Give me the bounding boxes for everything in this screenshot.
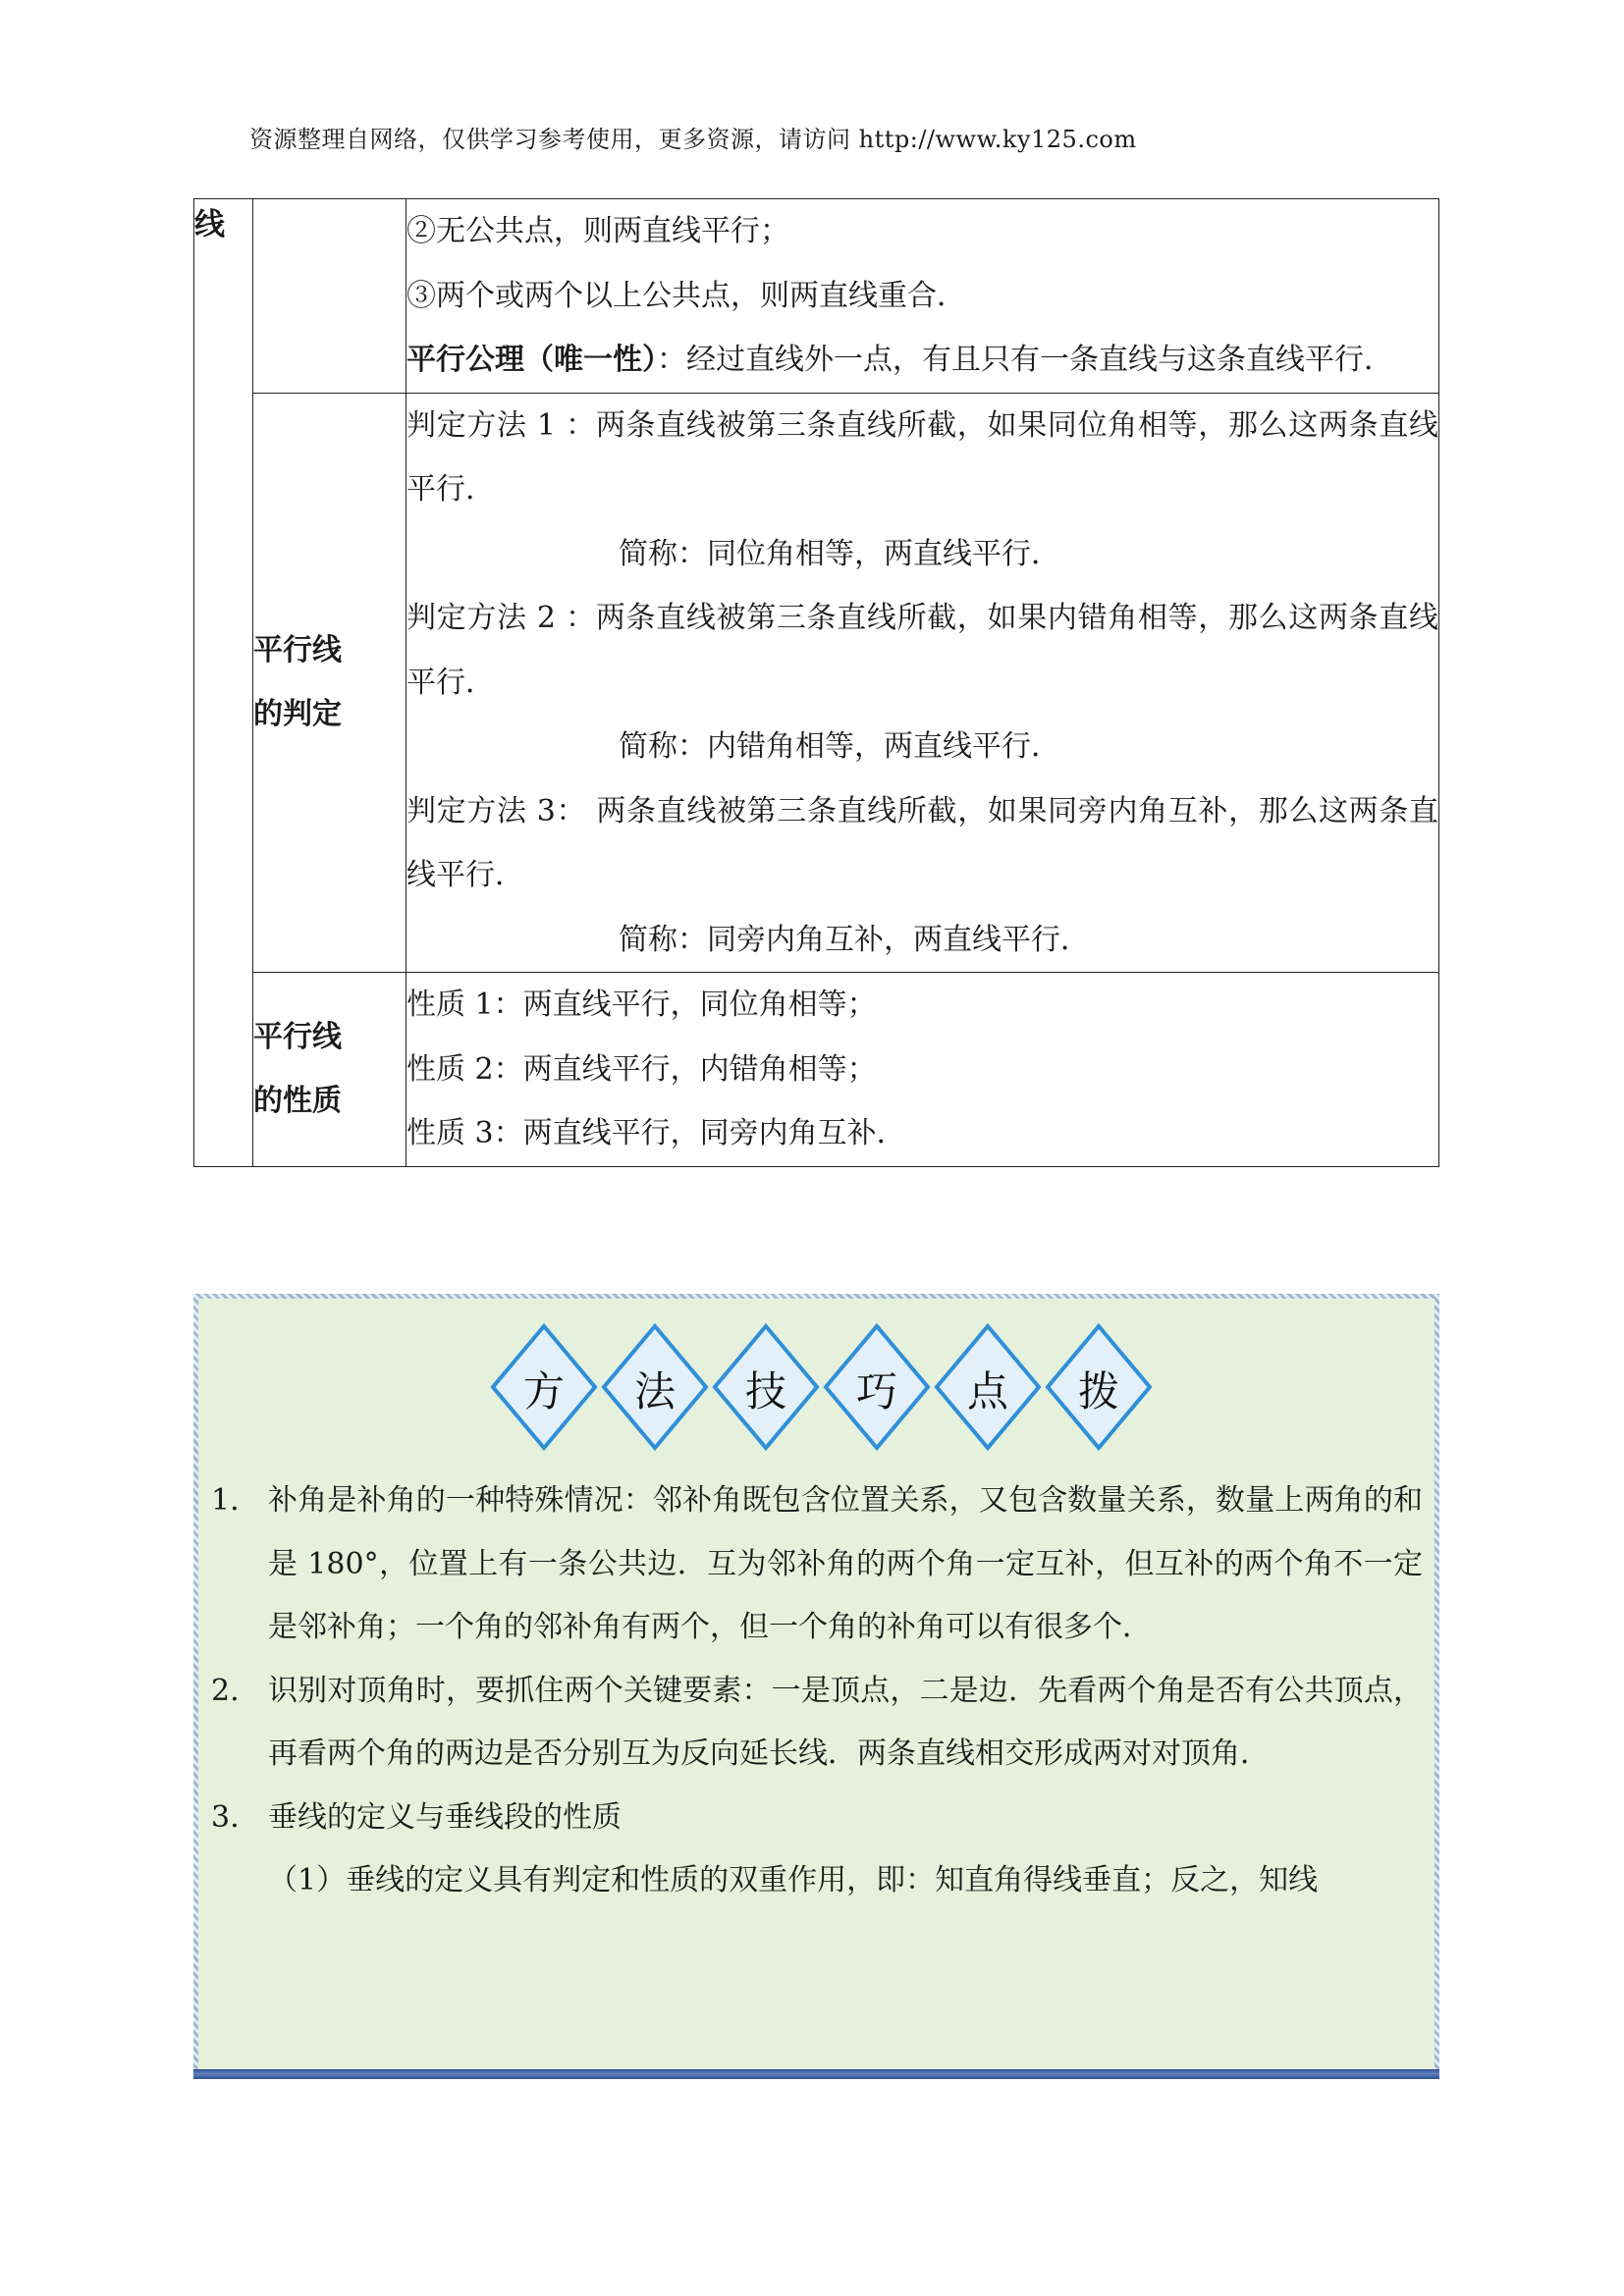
title-diamond [600,1322,710,1452]
title-diamond [933,1322,1043,1452]
tips-list [211,1469,1423,1913]
title-char: 技 [744,1367,786,1415]
list-item [211,1469,1423,1660]
row-label: 的判定 [253,697,342,732]
axiom-label: 平行公理（唯一性） [406,343,657,377]
knowledge-table [193,198,1439,1167]
line-item: ②无公共点，则两直线平行； [406,214,789,248]
sub-item: （1）垂线的定义具有判定和性质的双重作用，即：知直角得线垂直；反之，知线 [268,1863,1319,1897]
item-text: 识别对顶角时，要抓住两个关键要素：一是顶点，二是边．先看两个角是否有公共顶点，再看两个角的两边是否分别互为反向延长线．两条直线相交形成两对对顶角． [268,1673,1423,1771]
content-cell [406,973,1439,1167]
tips-title [489,1322,1154,1452]
property-item: 性质 2：两直线平行，内错角相等； [406,1051,877,1087]
tips-bottom-bar [193,2069,1439,2079]
axiom-paragraph [406,328,1438,393]
row-label: 平行线 [253,1020,342,1055]
title-char: 拨 [1077,1367,1119,1415]
property-item: 性质 3：两直线平行，同旁内角互补． [406,1116,906,1150]
item-number: 2. [211,1673,240,1708]
table-row [194,973,1439,1167]
title-char: 巧 [855,1367,897,1415]
method-short: 简称：同旁内角互补，两直线平行． [619,922,1090,957]
table-row [194,393,1439,973]
method-item: 判定方法 1 ：两条直线被第三条直线所截，如果同位角相等，那么这两条直线平行． [406,407,1438,507]
method-short: 简称：内错角相等，两直线平行． [619,729,1060,764]
title-char: 点 [966,1367,1008,1415]
row-label: 的性质 [253,1084,342,1119]
line-item: ③两个或两个以上公共点，则两直线重合． [406,278,966,313]
title-diamond [711,1322,821,1452]
title-char: 法 [633,1367,676,1415]
category-label: 线 [194,207,225,242]
title-char: 方 [522,1367,565,1415]
row-label-cell [253,973,406,1167]
item-text: 垂线的定义与垂线段的性质 [268,1799,622,1835]
title-diamond [1044,1322,1154,1452]
page-header: 资源整理自网络，仅供学习参考使用，更多资源，请访问 http://www.ky125.com [249,126,1137,153]
list-item [211,1660,1423,1787]
tips-box [193,1294,1439,2075]
title-diamond [489,1322,599,1452]
method-item: 判定方法 2 ：两条直线被第三条直线所截，如果内错角相等，那么这两条直线平行． [406,601,1438,700]
method-short: 简称：同位角相等，两直线平行． [619,536,1060,571]
list-item [211,1787,1423,1850]
item-number: 3. [211,1799,240,1835]
content-cell [406,393,1439,973]
row-label: 平行线 [253,633,342,668]
item-text: 补角是补角的一种特殊情况：邻补角既包含位置关系，又包含数量关系，数量上两角的和是 180°，位置上有一条公共边．互为邻补角的两个角一定互补，但互补的两个角不一定是邻补角；一个角的邻补角有两个，但一个角的补角可以有很多个． [268,1483,1423,1644]
property-item: 性质 1：两直线平行，同位角相等； [406,988,877,1022]
method-item: 判定方法 3： 两条直线被第三条直线所截，如果同旁内角互补，那么这两条直线平行． [406,793,1438,892]
table-row [194,199,1439,394]
row-label-cell [253,393,406,973]
axiom-text: ：经过直线外一点，有且只有一条直线与这条直线平行． [657,343,1393,377]
title-diamond [822,1322,932,1452]
content-cell [406,199,1439,394]
item-number: 1. [211,1483,240,1518]
empty-label-cell [253,199,406,394]
category-cell [194,199,253,1167]
